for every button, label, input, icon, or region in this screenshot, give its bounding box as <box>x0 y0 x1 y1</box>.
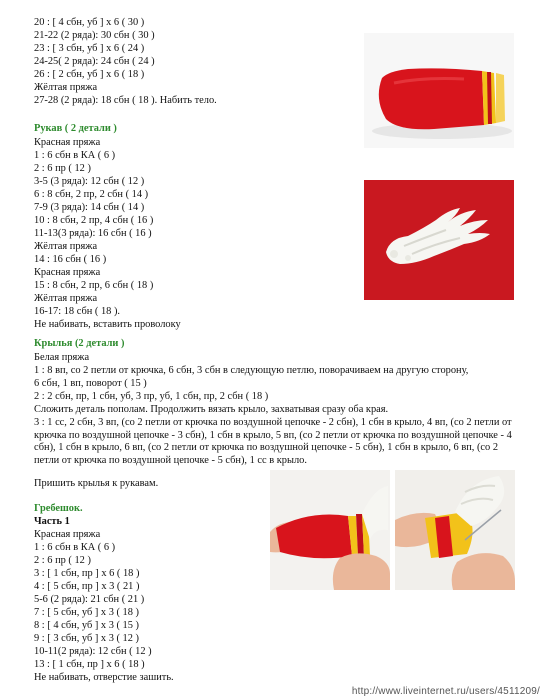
text-line: 7 : [ 5 сбн, уб ] х 3 ( 18 ) <box>34 607 140 618</box>
text-line: Красная пряжа <box>34 267 101 278</box>
crochet-wing-illustration <box>364 180 514 300</box>
text-line: 10 : 8 сбн, 2 пр, 4 сбн ( 16 ) <box>34 215 154 226</box>
text-line: 20 : [ 4 сбн, уб ] х 6 ( 30 ) <box>34 17 145 28</box>
photo-sewing-step-1 <box>270 470 390 590</box>
text-line: Не набивать, отверстие зашить. <box>34 672 174 683</box>
watermark-url: http://www.liveinternet.ru/users/4511209/ <box>351 686 540 697</box>
crochet-body-illustration <box>364 33 514 148</box>
text-line: 26 : [ 2 сбн, уб ] х 6 ( 18 ) <box>34 69 145 80</box>
photo-sewing-step-2 <box>395 470 515 590</box>
text-line: Жёлтая пряжа <box>34 241 98 252</box>
text-line: 6 сбн, 1 вп, поворот ( 15 ) <box>34 378 147 389</box>
text-line: 8 : [ 4 сбн, уб ] х 3 ( 15 ) <box>34 620 140 631</box>
text-line: Белая пряжа <box>34 352 90 363</box>
photo-crochet-wing <box>364 180 514 300</box>
text-line: 2 : 6 пр ( 12 ) <box>34 163 91 174</box>
text-line: 14 : 16 сбн ( 16 ) <box>34 254 107 265</box>
text-line: 3-5 (3 ряда): 12 сбн ( 12 ) <box>34 176 145 187</box>
text-line: 15 : 8 сбн, 2 пр, 6 сбн ( 18 ) <box>34 280 154 291</box>
photo-crochet-body <box>364 33 514 148</box>
text-line: 1 : 6 сбн в КА ( 6 ) <box>34 542 116 553</box>
text-line: 7-9 (3 ряда): 14 сбн ( 14 ) <box>34 202 145 213</box>
text-line: Жёлтая пряжа <box>34 82 98 93</box>
text-line: 1 : 8 вп, со 2 петли от крючка, 6 сбн, 3 сбн в следующую петлю, поворачиваем на другую сторону, <box>34 365 469 376</box>
section-heading-comb: Гребешок. <box>34 503 83 514</box>
section-heading-wings: Крылья (2 детали ) <box>34 338 125 349</box>
text-line: 27-28 (2 ряда): 18 сбн ( 18 ). Набить тело. <box>34 95 217 106</box>
text-line: 10-11(2 ряда): 12 сбн ( 12 ) <box>34 646 152 657</box>
text-line: 21-22 (2 ряда): 30 сбн ( 30 ) <box>34 30 155 41</box>
text-line: 2 : 6 пр ( 12 ) <box>34 555 91 566</box>
text-line: Жёлтая пряжа <box>34 293 98 304</box>
text-line: 4 : [ 5 сбн, пр ] х 3 ( 21 ) <box>34 581 140 592</box>
text-line: 13 : [ 1 сбн, пр ] х 6 ( 18 ) <box>34 659 145 670</box>
text-line: 9 : [ 3 сбн, уб ] х 3 ( 12 ) <box>34 633 140 644</box>
text-line: Пришить крылья к рукавам. <box>34 478 159 489</box>
text-line: 16-17: 18 сбн ( 18 ). <box>34 306 121 317</box>
sewing-step-2-illustration <box>395 470 515 590</box>
text-line: Сложить деталь пополам. Продолжить вязать крыло, захватывая сразу оба края. <box>34 404 389 415</box>
text-line: 1 : 6 сбн в КА ( 6 ) <box>34 150 116 161</box>
text-line: Красная пряжа <box>34 137 101 148</box>
text-line: 3 : [ 1 сбн, пр ] х 6 ( 18 ) <box>34 568 140 579</box>
text-line: 2 : 2 сбн, пр, 1 сбн, уб, 3 пр, уб, 1 сбн, пр, 2 сбн ( 18 ) <box>34 391 269 402</box>
text-line: 6 : 8 сбн, 2 пр, 2 сбн ( 14 ) <box>34 189 149 200</box>
text-line: 23 : [ 3 сбн, уб ] х 6 ( 24 ) <box>34 43 145 54</box>
section-heading-sleeve: Рукав ( 2 детали ) <box>34 123 117 134</box>
text-line: Красная пряжа <box>34 529 101 540</box>
text-line: 24-25( 2 ряда): 24 сбн ( 24 ) <box>34 56 155 67</box>
text-line: 5-6 (2 ряда): 21 сбн ( 21 ) <box>34 594 145 605</box>
sewing-step-1-illustration <box>270 470 390 590</box>
text-line: Не набивать, вставить проволоку <box>34 319 181 330</box>
text-line: 11-13(3 ряда): 16 сбн ( 16 ) <box>34 228 152 239</box>
wing-row-3-paragraph: 3 : 1 сс, 2 сбн, 3 вп, (со 2 петли от крючка по воздушной цепочке - 2 сбн), 1 сбн в крыло, 4 вп, (со 2 петли от крючка по воздушной цепочке - 3 сбн), 1 сбн в крыло, 5 вп, (со 2 петли от крючка по воздушной цепочке - 4 сбн), 1 сбн в крыло, 6 вп, (со 2 петли от крючка по воздушной цепочке - 5 сбн), 1 сбн в крыло, 6 вп, (со 2 петли от крючка по воздушной цепочке - 5 сбн), 1 сс в крыло. <box>34 417 512 466</box>
subheading-part-1: Часть 1 <box>34 516 70 527</box>
